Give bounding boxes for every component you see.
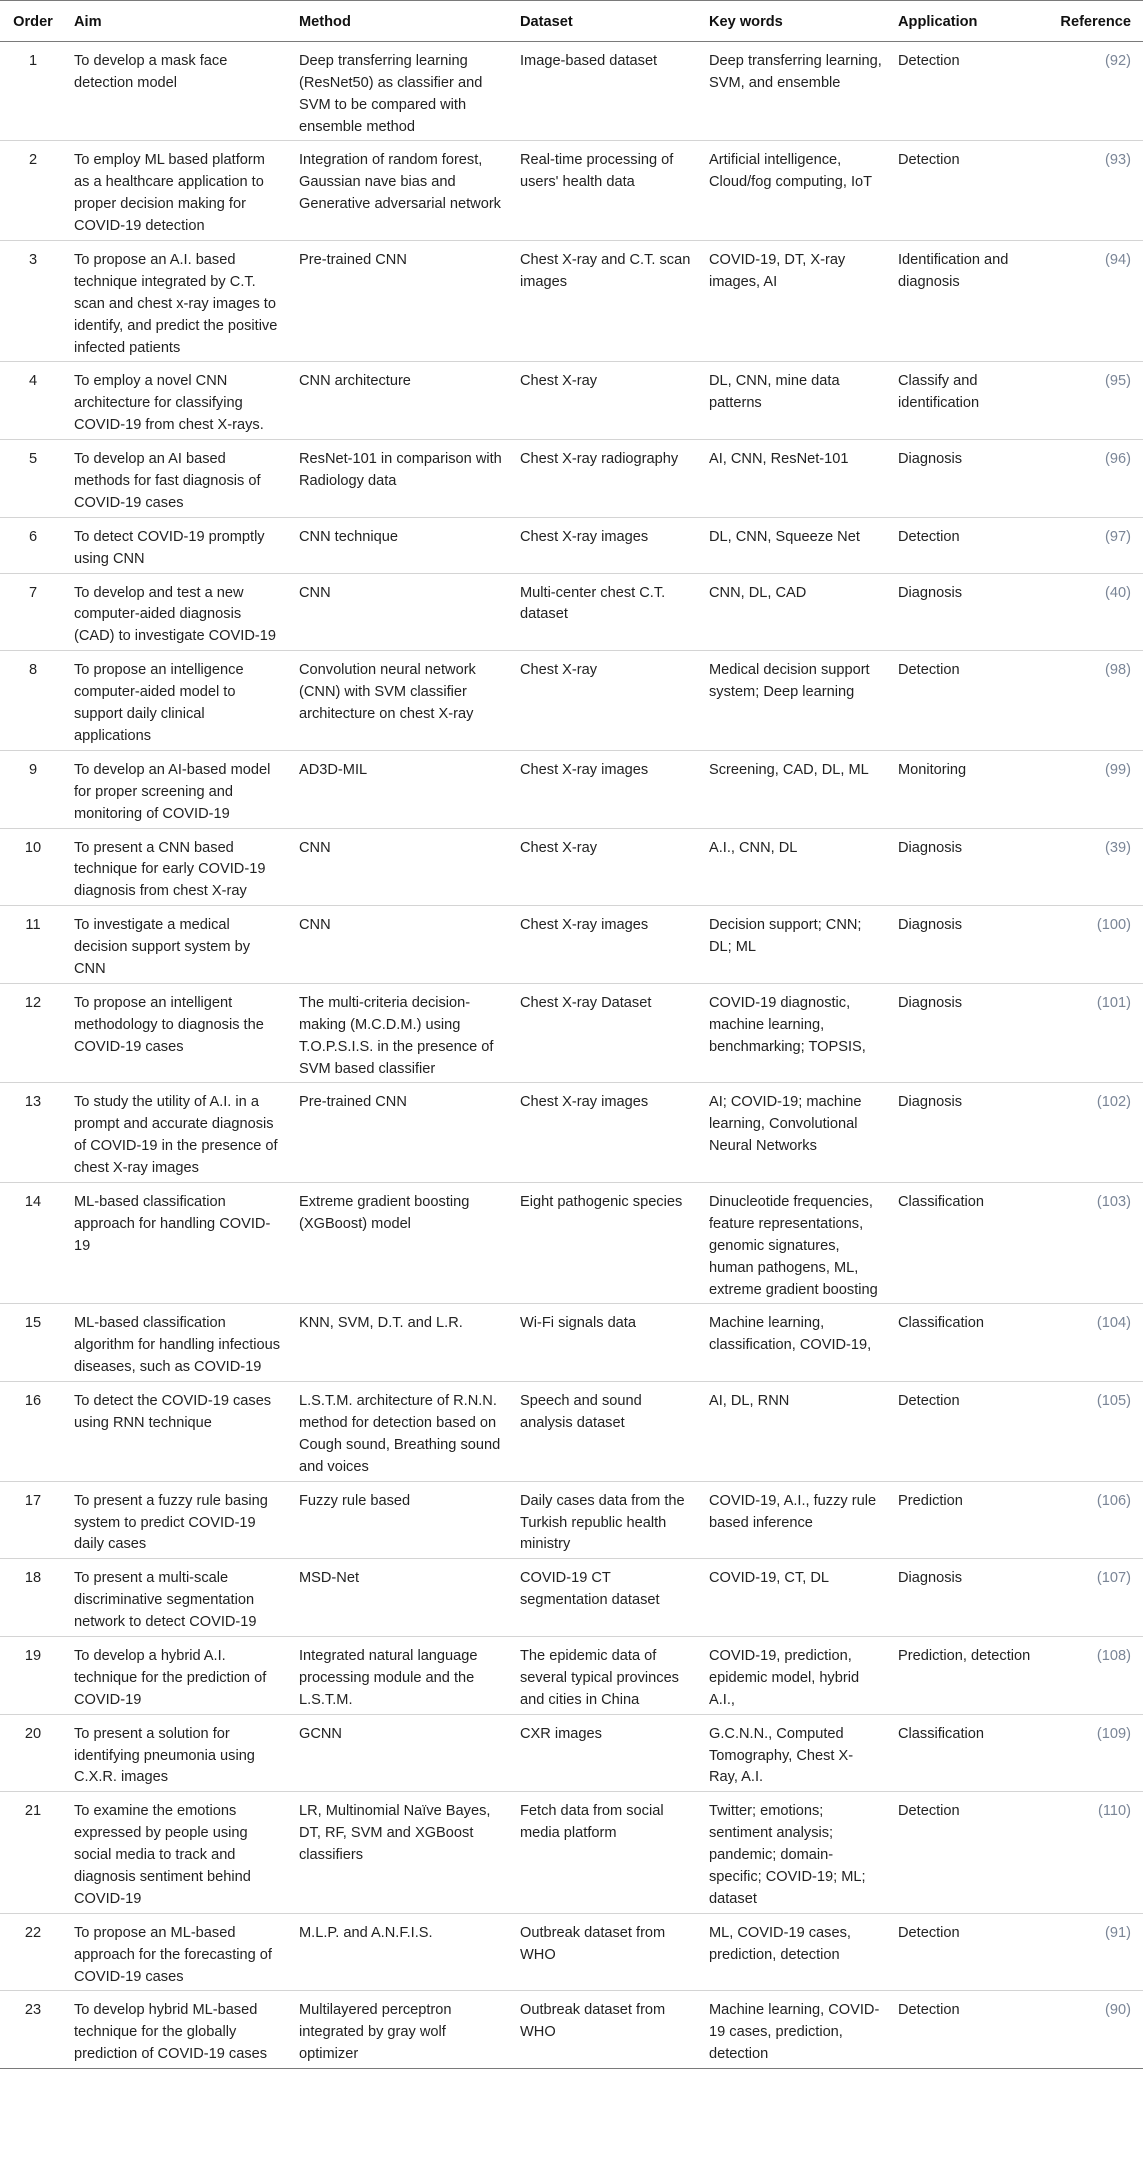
column-header-dataset: Dataset — [512, 1, 701, 42]
cell-reference — [1045, 241, 1143, 362]
cell-method: CNN architecture — [291, 362, 512, 440]
reference-link[interactable]: (104) — [1096, 1315, 1131, 1332]
cell-application: Detection — [890, 1382, 1045, 1482]
cell-method: CNN — [291, 906, 512, 984]
cell-dataset: Eight pathogenic species — [512, 1182, 701, 1303]
cell-order: 18 — [0, 1559, 66, 1637]
cell-key-words: G.C.N.N., Computed Tomography, Chest X-Ray, A.I. — [701, 1714, 890, 1792]
cell-application: Prediction, detection — [890, 1637, 1045, 1715]
cell-aim: To detect the COVID-19 cases using RNN technique — [66, 1382, 291, 1482]
reference-link[interactable]: (94) — [1105, 252, 1131, 269]
reference-link[interactable]: (96) — [1105, 451, 1131, 468]
cell-dataset: Chest X-ray — [512, 362, 701, 440]
reference-link[interactable]: (39) — [1105, 839, 1131, 856]
reference-link[interactable]: (107) — [1096, 1570, 1131, 1587]
cell-method: Pre-trained CNN — [291, 241, 512, 362]
cell-key-words: ML, COVID-19 cases, prediction, detection — [701, 1913, 890, 1991]
cell-dataset: Chest X-ray radiography — [512, 440, 701, 518]
table-row — [0, 1637, 1143, 1715]
cell-key-words: AI, CNN, ResNet-101 — [701, 440, 890, 518]
table-row — [0, 1182, 1143, 1303]
cell-application: Detection — [890, 1913, 1045, 1991]
cell-key-words: Machine learning, COVID-19 cases, prediction, detection — [701, 1991, 890, 2069]
cell-application: Classify and identification — [890, 362, 1045, 440]
cell-dataset: Multi-center chest C.T. dataset — [512, 573, 701, 651]
cell-dataset: Fetch data from social media platform — [512, 1792, 701, 1913]
table-row — [0, 1481, 1143, 1559]
cell-order: 10 — [0, 828, 66, 906]
cell-order: 20 — [0, 1714, 66, 1792]
cell-method: CNN — [291, 828, 512, 906]
cell-order: 23 — [0, 1991, 66, 2069]
cell-dataset: Chest X-ray images — [512, 750, 701, 828]
cell-dataset: Chest X-ray images — [512, 906, 701, 984]
reference-link[interactable]: (40) — [1105, 584, 1131, 601]
reference-link[interactable]: (106) — [1096, 1492, 1131, 1509]
table-body — [0, 41, 1143, 2068]
cell-dataset: The epidemic data of several typical provinces and cities in China — [512, 1637, 701, 1715]
cell-reference — [1045, 362, 1143, 440]
cell-application: Detection — [890, 1792, 1045, 1913]
column-header-order: Order — [0, 1, 66, 42]
cell-order: 8 — [0, 651, 66, 751]
table-row — [0, 517, 1143, 573]
cell-dataset: Image-based dataset — [512, 41, 701, 141]
table-row — [0, 241, 1143, 362]
cell-reference — [1045, 1991, 1143, 2069]
cell-reference — [1045, 1559, 1143, 1637]
cell-key-words: Decision support; CNN; DL; ML — [701, 906, 890, 984]
table-row — [0, 750, 1143, 828]
cell-reference — [1045, 1182, 1143, 1303]
cell-aim: To investigate a medical decision support system by CNN — [66, 906, 291, 984]
cell-aim: To propose an ML-based approach for the forecasting of COVID-19 cases — [66, 1913, 291, 1991]
cell-aim: To develop a hybrid A.I. technique for the prediction of COVID-19 — [66, 1637, 291, 1715]
table-row — [0, 651, 1143, 751]
cell-key-words: AI, DL, RNN — [701, 1382, 890, 1482]
cell-method: Convolution neural network (CNN) with SVM classifier architecture on chest X-ray — [291, 651, 512, 751]
cell-reference — [1045, 440, 1143, 518]
cell-order: 14 — [0, 1182, 66, 1303]
cell-dataset: Daily cases data from the Turkish republic health ministry — [512, 1481, 701, 1559]
cell-order: 9 — [0, 750, 66, 828]
reference-link[interactable]: (101) — [1096, 994, 1131, 1011]
cell-aim: To employ a novel CNN architecture for classifying COVID-19 from chest X-rays. — [66, 362, 291, 440]
cell-reference — [1045, 141, 1143, 241]
cell-aim: To detect COVID-19 promptly using CNN — [66, 517, 291, 573]
cell-reference — [1045, 41, 1143, 141]
cell-aim: To employ ML based platform as a healthcare application to proper decision making for COVID-19 detection — [66, 141, 291, 241]
cell-order: 16 — [0, 1382, 66, 1482]
table-row — [0, 1559, 1143, 1637]
reference-link[interactable]: (99) — [1105, 761, 1131, 778]
table-row — [0, 141, 1143, 241]
cell-reference — [1045, 1083, 1143, 1183]
cell-reference — [1045, 1714, 1143, 1792]
cell-reference — [1045, 1913, 1143, 1991]
cell-dataset: Speech and sound analysis dataset — [512, 1382, 701, 1482]
cell-dataset: CXR images — [512, 1714, 701, 1792]
cell-order: 3 — [0, 241, 66, 362]
cell-reference — [1045, 750, 1143, 828]
cell-dataset: Real-time processing of users' health data — [512, 141, 701, 241]
header-row — [0, 1, 1143, 42]
cell-method: Extreme gradient boosting (XGBoost) model — [291, 1182, 512, 1303]
cell-key-words: COVID-19, CT, DL — [701, 1559, 890, 1637]
cell-aim: To present a multi-scale discriminative segmentation network to detect COVID-19 — [66, 1559, 291, 1637]
cell-application: Classification — [890, 1182, 1045, 1303]
table-row — [0, 906, 1143, 984]
reference-link[interactable]: (91) — [1105, 1924, 1131, 1941]
cell-order: 4 — [0, 362, 66, 440]
table-row — [0, 1991, 1143, 2069]
table-row — [0, 983, 1143, 1083]
cell-reference — [1045, 1304, 1143, 1382]
table-row — [0, 362, 1143, 440]
cell-key-words: CNN, DL, CAD — [701, 573, 890, 651]
cell-dataset: Chest X-ray — [512, 651, 701, 751]
cell-order: 7 — [0, 573, 66, 651]
cell-aim: To propose an A.I. based technique integrated by C.T. scan and chest x-ray images to identify, and predict the positive infected patients — [66, 241, 291, 362]
table-row — [0, 1304, 1143, 1382]
cell-method: ResNet-101 in comparison with Radiology data — [291, 440, 512, 518]
table-row — [0, 1382, 1143, 1482]
cell-aim: To develop an AI-based model for proper screening and monitoring of COVID-19 — [66, 750, 291, 828]
cell-aim: To develop and test a new computer-aided diagnosis (CAD) to investigate COVID-19 — [66, 573, 291, 651]
cell-aim: ML-based classification approach for handling COVID-19 — [66, 1182, 291, 1303]
cell-reference — [1045, 517, 1143, 573]
column-header-aim: Aim — [66, 1, 291, 42]
cell-method: Pre-trained CNN — [291, 1083, 512, 1183]
cell-dataset: Outbreak dataset from WHO — [512, 1913, 701, 1991]
cell-method: The multi-criteria decision-making (M.C.D.M.) using T.O.P.S.I.S. in the presence of SVM based classifier — [291, 983, 512, 1083]
cell-reference — [1045, 651, 1143, 751]
cell-aim: To study the utility of A.I. in a prompt and accurate diagnosis of COVID-19 in the presence of chest X-ray images — [66, 1083, 291, 1183]
cell-application: Detection — [890, 1991, 1045, 2069]
cell-dataset: Chest X-ray images — [512, 517, 701, 573]
cell-reference — [1045, 1481, 1143, 1559]
cell-method: KNN, SVM, D.T. and L.R. — [291, 1304, 512, 1382]
reference-link[interactable]: (108) — [1096, 1648, 1131, 1664]
cell-method: MSD-Net — [291, 1559, 512, 1637]
cell-key-words: COVID-19 diagnostic, machine learning, benchmarking; TOPSIS, — [701, 983, 890, 1083]
cell-application: Detection — [890, 141, 1045, 241]
table-row — [0, 1913, 1143, 1991]
cell-key-words: COVID-19, prediction, epidemic model, hybrid A.I., — [701, 1637, 890, 1715]
cell-key-words: COVID-19, DT, X-ray images, AI — [701, 241, 890, 362]
cell-dataset: Chest X-ray images — [512, 1083, 701, 1183]
cell-application: Diagnosis — [890, 906, 1045, 984]
cell-application: Diagnosis — [890, 828, 1045, 906]
cell-aim: To propose an intelligence computer-aided model to support daily clinical applications — [66, 651, 291, 751]
cell-key-words: Deep transferring learning, SVM, and ensemble — [701, 41, 890, 141]
cell-application: Classification — [890, 1304, 1045, 1382]
table-row — [0, 440, 1143, 518]
cell-application: Diagnosis — [890, 1559, 1045, 1637]
reference-link[interactable]: (102) — [1096, 1094, 1131, 1111]
cell-aim: To present a fuzzy rule basing system to predict COVID-19 daily cases — [66, 1481, 291, 1559]
cell-order: 6 — [0, 517, 66, 573]
cell-key-words: DL, CNN, mine data patterns — [701, 362, 890, 440]
cell-application: Prediction — [890, 1481, 1045, 1559]
reference-link[interactable]: (98) — [1105, 662, 1131, 679]
cell-order: 1 — [0, 41, 66, 141]
cell-application: Diagnosis — [890, 573, 1045, 651]
cell-order: 17 — [0, 1481, 66, 1559]
column-header-reference: Reference — [1045, 1, 1143, 42]
cell-method: GCNN — [291, 1714, 512, 1792]
cell-reference — [1045, 1382, 1143, 1482]
cell-aim: To develop an AI based methods for fast diagnosis of COVID-19 cases — [66, 440, 291, 518]
cell-application: Monitoring — [890, 750, 1045, 828]
cell-application: Diagnosis — [890, 983, 1045, 1083]
cell-key-words: Machine learning, classification, COVID-19, — [701, 1304, 890, 1382]
column-header-method: Method — [291, 1, 512, 42]
cell-aim: To present a CNN based technique for early COVID-19 diagnosis from chest X-ray — [66, 828, 291, 906]
cell-reference — [1045, 828, 1143, 906]
reference-link[interactable]: (100) — [1096, 917, 1131, 934]
reference-link[interactable]: (90) — [1105, 2002, 1131, 2019]
cell-application: Detection — [890, 517, 1045, 573]
cell-reference — [1045, 573, 1143, 651]
cell-method: Fuzzy rule based — [291, 1481, 512, 1559]
cell-key-words: Screening, CAD, DL, ML — [701, 750, 890, 828]
reference-link[interactable]: (103) — [1096, 1193, 1131, 1210]
cell-reference — [1045, 1792, 1143, 1913]
reference-link[interactable]: (110) — [1098, 1803, 1131, 1820]
cell-method: L.S.T.M. architecture of R.N.N. method for detection based on Cough sound, Breathing sound and voices — [291, 1382, 512, 1482]
cell-dataset: Outbreak dataset from WHO — [512, 1991, 701, 2069]
cell-order: 13 — [0, 1083, 66, 1183]
cell-key-words: A.I., CNN, DL — [701, 828, 890, 906]
table-row — [0, 1714, 1143, 1792]
column-header-application: Application — [890, 1, 1045, 42]
cell-aim: To propose an intelligent methodology to diagnosis the COVID-19 cases — [66, 983, 291, 1083]
cell-method: M.L.P. and A.N.F.I.S. — [291, 1913, 512, 1991]
cell-order: 11 — [0, 906, 66, 984]
cell-application: Diagnosis — [890, 1083, 1045, 1183]
cell-application: Detection — [890, 41, 1045, 141]
table-row — [0, 1083, 1143, 1183]
cell-order: 22 — [0, 1913, 66, 1991]
cell-application: Diagnosis — [890, 440, 1045, 518]
cell-dataset: Chest X-ray and C.T. scan images — [512, 241, 701, 362]
cell-aim: To examine the emotions expressed by people using social media to track and diagnosis sentiment behind COVID-19 — [66, 1792, 291, 1913]
cell-dataset: Chest X-ray — [512, 828, 701, 906]
cell-reference — [1045, 1637, 1143, 1715]
table-row — [0, 573, 1143, 651]
cell-method: Integrated natural language processing module and the L.S.T.M. — [291, 1637, 512, 1715]
cell-key-words: Twitter; emotions; sentiment analysis; pandemic; domain-specific; COVID-19; ML; dataset — [701, 1792, 890, 1913]
cell-method: Deep transferring learning (ResNet50) as classifier and SVM to be compared with ensemble method — [291, 41, 512, 141]
cell-method: Multilayered perceptron integrated by gray wolf optimizer — [291, 1991, 512, 2069]
table-row — [0, 41, 1143, 141]
reference-link[interactable]: (95) — [1105, 373, 1131, 390]
cell-aim: To develop a mask face detection model — [66, 41, 291, 141]
table-header — [0, 1, 1143, 42]
cell-order: 21 — [0, 1792, 66, 1913]
cell-order: 12 — [0, 983, 66, 1083]
cell-key-words: DL, CNN, Squeeze Net — [701, 517, 890, 573]
reference-link[interactable]: (97) — [1105, 528, 1131, 545]
cell-application: Classification — [890, 1714, 1045, 1792]
cell-aim: To present a solution for identifying pneumonia using C.X.R. images — [66, 1714, 291, 1792]
cell-order: 19 — [0, 1637, 66, 1715]
cell-dataset: Wi-Fi signals data — [512, 1304, 701, 1382]
table-row — [0, 1792, 1143, 1913]
table-row — [0, 828, 1143, 906]
cell-method: CNN technique — [291, 517, 512, 573]
cell-method: LR, Multinomial Naïve Bayes, DT, RF, SVM and XGBoost classifiers — [291, 1792, 512, 1913]
cell-method: AD3D-MIL — [291, 750, 512, 828]
reference-link[interactable]: (105) — [1096, 1393, 1131, 1410]
cell-aim: To develop hybrid ML-based technique for the globally prediction of COVID-19 cases — [66, 1991, 291, 2069]
cell-key-words: Medical decision support system; Deep learning — [701, 651, 890, 751]
cell-method: Integration of random forest, Gaussian nave bias and Generative adversarial network — [291, 141, 512, 241]
reference-link[interactable]: (93) — [1105, 152, 1131, 169]
cell-key-words: AI; COVID-19; machine learning, Convolutional Neural Networks — [701, 1083, 890, 1183]
cell-application: Identification and diagnosis — [890, 241, 1045, 362]
cell-dataset: Chest X-ray Dataset — [512, 983, 701, 1083]
cell-aim: ML-based classification algorithm for handling infectious diseases, such as COVID-19 — [66, 1304, 291, 1382]
cell-order: 5 — [0, 440, 66, 518]
reference-link[interactable]: (109) — [1096, 1725, 1131, 1742]
cell-order: 2 — [0, 141, 66, 241]
reference-link[interactable]: (92) — [1105, 52, 1131, 69]
cell-key-words: Artificial intelligence, Cloud/fog computing, IoT — [701, 141, 890, 241]
column-header-key-words: Key words — [701, 1, 890, 42]
cell-application: Detection — [890, 651, 1045, 751]
cell-dataset: COVID-19 CT segmentation dataset — [512, 1559, 701, 1637]
cell-reference — [1045, 983, 1143, 1083]
cell-method: CNN — [291, 573, 512, 651]
cell-key-words: COVID-19, A.I., fuzzy rule based inference — [701, 1481, 890, 1559]
cell-key-words: Dinucleotide frequencies, feature representations, genomic signatures, human pathogens, ML, extreme gradient boosting — [701, 1182, 890, 1303]
cell-order: 15 — [0, 1304, 66, 1382]
cell-reference — [1045, 906, 1143, 984]
